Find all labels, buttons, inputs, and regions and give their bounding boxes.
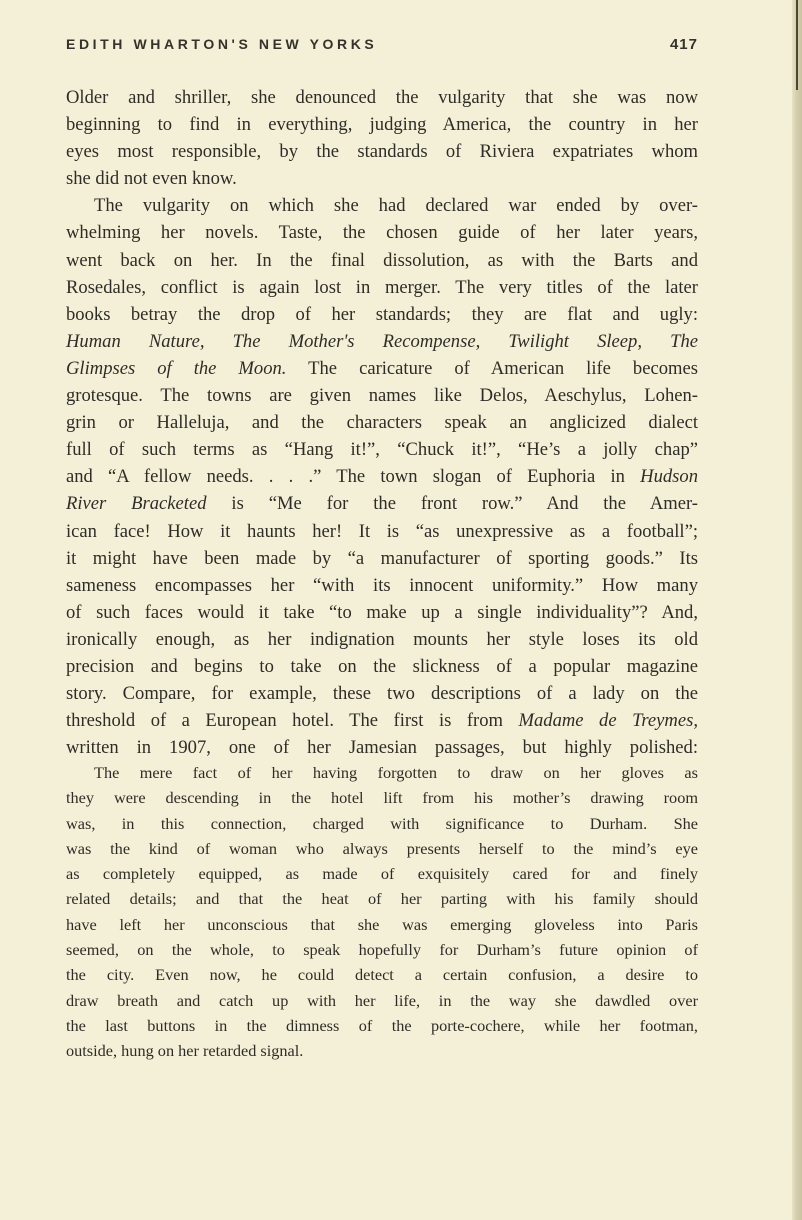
text-line <box>66 463 698 490</box>
body-text <box>66 84 698 761</box>
paragraph-1 <box>66 84 698 192</box>
book-title: River Bracketed <box>66 493 207 515</box>
text-line: ironically enough, as her indignation mounts her style loses its old <box>66 628 698 650</box>
text-line: eyes most responsible, by the standards of Riviera expatriates whom <box>66 141 698 163</box>
text-line: whelming her novels. Taste, the chosen guide of her later years, <box>66 222 698 244</box>
text-line: Rosedales, conflict is again lost in merger. The very titles of the later <box>66 276 698 298</box>
text-line: precision and begins to take on the slickness of a popular magazine <box>66 655 698 677</box>
text-line <box>66 490 698 517</box>
quote-line: the last buttons in the dimness of the porte-cochere, while her footman, <box>66 1015 698 1035</box>
text-line: written in 1907, one of her Jamesian passages, but highly polished: <box>66 737 698 759</box>
block-quotation <box>66 760 698 1064</box>
text-line: full of such terms as “Hang it!”, “Chuck it!”, “He’s a jolly chap” <box>66 439 698 461</box>
quote-line: The mere fact of her having forgotten to draw on her gloves as <box>94 763 698 782</box>
text-line <box>66 707 698 734</box>
text-line: sameness encompasses her “with its innocent uniformity.” How many <box>66 574 698 596</box>
quote-line: was the kind of woman who always presents herself to the mind’s eye <box>66 838 698 858</box>
text-line: books betray the drop of her standards; they are flat and ugly: <box>66 303 698 325</box>
quote-line: they were descending in the hotel lift from his mother’s drawing room <box>66 788 698 808</box>
quote-line: as completely equipped, as made of exquisitely cared for and finely <box>66 864 698 884</box>
book-titles: Human Nature, The Mother's Recompense, Twilight Sleep, The <box>66 330 698 352</box>
quote-line: was, in this connection, charged with significance to Durham. She <box>66 813 698 833</box>
running-head <box>66 36 698 56</box>
text-line: story. Compare, for example, these two descriptions of a lady on the <box>66 683 698 705</box>
text-line-italic <box>66 328 698 355</box>
book-title: Glimpses of the Moon. <box>66 357 287 379</box>
text-line: The vulgarity on which she had declared war ended by over- <box>94 195 698 217</box>
book-title: Hudson <box>640 466 698 488</box>
page-number: 417 <box>669 36 698 53</box>
paragraph-2 <box>66 192 698 761</box>
text-run: threshold of a European hotel. The first is from <box>66 710 519 732</box>
text-line: beginning to find in everything, judging America, the country in her <box>66 114 698 136</box>
text-line: she did not even know. <box>66 168 237 190</box>
quote-line: the city. Even now, he could detect a certain confusion, a desire to <box>66 965 698 985</box>
text-line: grin or Halleluja, and the characters speak an anglicized dialect <box>66 412 698 434</box>
text-line: went back on her. In the final dissolution, as with the Barts and <box>66 249 698 271</box>
text-line: it might have been made by “a manufacturer of sporting goods.” Its <box>66 547 698 569</box>
text-run: is “Me for the front row.” And the Amer- <box>206 493 699 515</box>
text-line: of such faces would it take “to make up a single individuality”? And, <box>66 601 698 623</box>
quote-line: have left her unconscious that she was emerging gloveless into Paris <box>66 914 698 934</box>
quote-line: draw breath and catch up with her life, in the way she dawdled over <box>66 990 698 1010</box>
text-line: ican face! How it haunts her! It is “as unexpressive as a football”; <box>66 520 698 542</box>
text-run: and “A fellow needs. . . .” The town slogan of Euphoria in <box>66 466 641 488</box>
quote-line: seemed, on the whole, to speak hopefully for Durham’s future opinion of <box>66 940 698 960</box>
text-line: grotesque. The towns are given names like Delos, Aeschylus, Lohen- <box>66 385 698 407</box>
page-edge <box>792 0 802 1220</box>
text-line: Older and shriller, she denounced the vulgarity that she was now <box>66 87 698 108</box>
text-line <box>66 355 698 382</box>
book-title: Madame de Treymes, <box>518 710 699 732</box>
quote-line: outside, hung on her retarded signal. <box>66 1041 304 1061</box>
quote-line: related details; and that the heat of her parting with his family should <box>66 889 698 909</box>
running-title: EDITH WHARTON'S NEW YORKS <box>66 36 378 52</box>
text-run: The caricature of American life becomes <box>286 357 698 379</box>
